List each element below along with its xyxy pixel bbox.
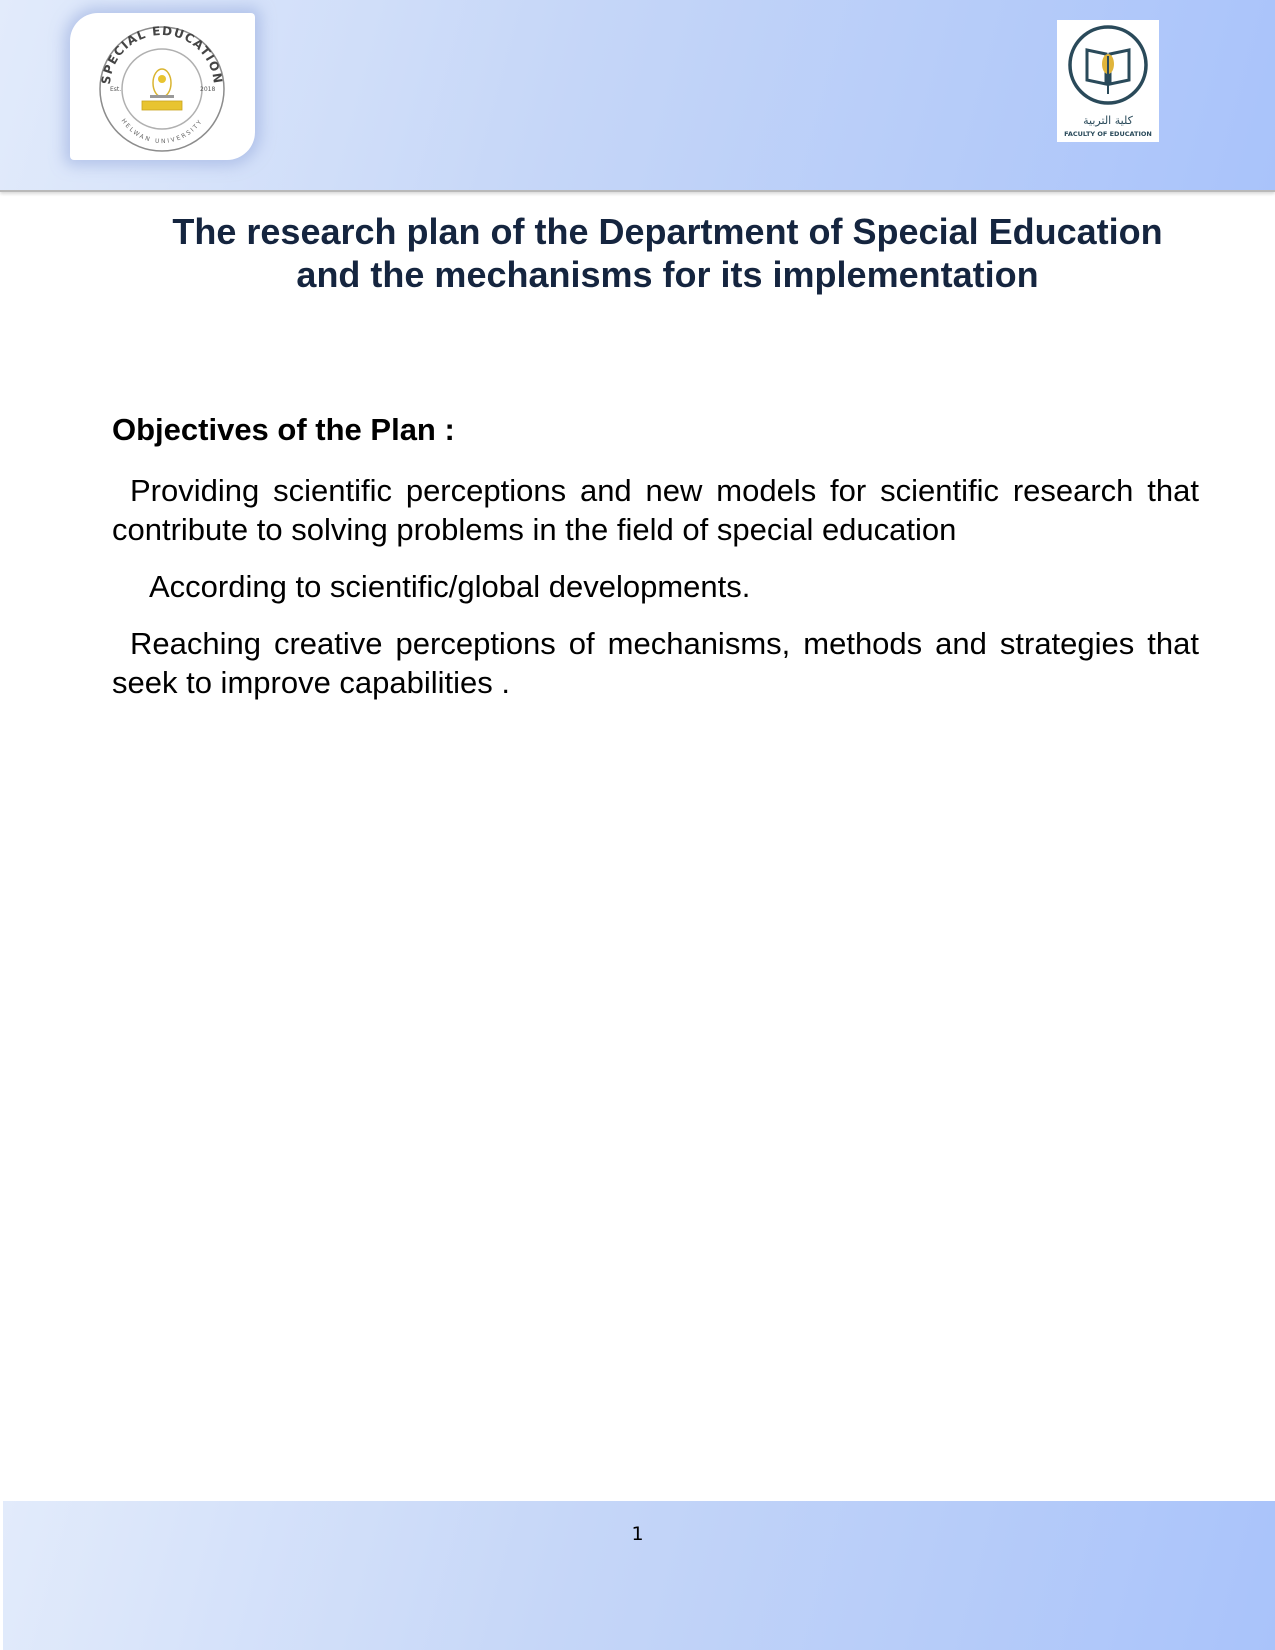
emblem-english-text: FACULTY OF EDUCATION xyxy=(1064,130,1152,138)
faculty-of-education-logo xyxy=(1057,20,1159,142)
book-emblem-icon xyxy=(1057,20,1159,142)
seal-year: 2018 xyxy=(200,86,216,93)
objective-paragraph-2: According to scientific/global developments. xyxy=(149,569,751,604)
seal-est-label: Est. xyxy=(110,86,122,93)
seal-icon xyxy=(92,21,232,153)
title-line-2: and the mechanisms for its implementation xyxy=(296,254,1039,295)
title-line-1: The research plan of the Department of Special Education xyxy=(172,211,1163,252)
objective-paragraph-3: Reaching creative perceptions of mechanisms, methods and strategies that seek to improve capabilities . xyxy=(112,626,1199,700)
objectives-heading: Objectives of the Plan : xyxy=(112,412,455,447)
objective-paragraph-1: Providing scientific perceptions and new models for scientific research that contribute to solving problems in the field of special education xyxy=(112,473,1199,547)
page-number: 1 xyxy=(631,1523,644,1545)
document-title xyxy=(100,210,1235,296)
emblem-arabic-text: كلية التربية xyxy=(1083,114,1133,127)
page-header xyxy=(0,0,1275,192)
special-education-logo xyxy=(70,13,255,160)
seal-top-text: SPECIAL EDUCATION xyxy=(98,23,226,86)
seal-bottom-text: HELWAN UNIVERSITY xyxy=(119,117,205,146)
